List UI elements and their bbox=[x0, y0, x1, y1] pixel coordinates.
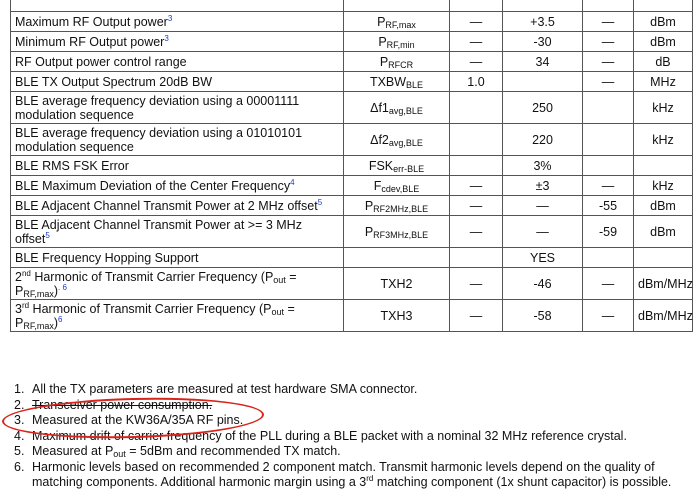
symbol-cell: $P_{RF,max}$ bbox=[344, 12, 450, 32]
symbol-cell: $F_{cdev,BLE}$ bbox=[344, 176, 450, 196]
footnote-6: 6. Harmonic levels based on recommended 2 component match. Transmit harmonic levels depend on the quality of matching components. Additional harmonic margin using a 3rd matching component (1x shunt capacitor) is possible. bbox=[14, 459, 672, 489]
max-cell: — bbox=[583, 12, 634, 32]
max-cell: — bbox=[583, 52, 634, 72]
parameter-cell: BLE Maximum Deviation of the Center Frequency$^4$ bbox=[11, 176, 344, 196]
min-cell: — bbox=[450, 196, 503, 216]
unit-cell: dBm/MHz bbox=[634, 300, 693, 332]
unit-cell: kHz bbox=[634, 176, 693, 196]
unit-cell: dBm bbox=[634, 216, 693, 248]
footnote-ref: 4 bbox=[290, 177, 295, 187]
min-cell bbox=[450, 92, 503, 124]
table-row bbox=[11, 196, 693, 216]
max-cell bbox=[583, 124, 634, 156]
min-cell bbox=[450, 248, 503, 268]
table-row bbox=[11, 52, 693, 72]
table-row bbox=[11, 268, 693, 300]
max-cell: — bbox=[583, 72, 634, 92]
footnote-ref: 3 bbox=[164, 33, 169, 43]
footnote-4: 4. Maximum drift of carrier frequency of the PLL during a BLE packet with a nominal 32 MHz reference crystal. bbox=[14, 428, 627, 443]
footnote-ref: 5 bbox=[45, 230, 50, 240]
footnote-3: 3. Measured at the KW36A/35A RF pins. bbox=[14, 413, 244, 427]
table-row bbox=[11, 32, 693, 52]
typ-cell: YES bbox=[503, 248, 583, 268]
typ-cell: -46 bbox=[503, 268, 583, 300]
typ-cell: -30 bbox=[503, 32, 583, 52]
parameter-cell: BLE RMS FSK Error bbox=[11, 156, 344, 176]
footnote-2: 2. Transceiver power consumption. bbox=[14, 397, 213, 412]
typ-cell: — bbox=[503, 196, 583, 216]
min-cell: — bbox=[450, 216, 503, 248]
typ-cell: -58 bbox=[503, 300, 583, 332]
footnote-ref: 6 bbox=[58, 314, 63, 324]
symbol-cell: $\Delta f2_{avg,BLE}$ bbox=[344, 124, 450, 156]
spec-table-body bbox=[11, 0, 693, 332]
min-cell: — bbox=[450, 12, 503, 32]
unit-cell: kHz bbox=[634, 92, 693, 124]
symbol-cell bbox=[344, 248, 450, 268]
unit-cell: dBm bbox=[634, 196, 693, 216]
max-cell bbox=[583, 92, 634, 124]
symbol-cell: $P_{RF,min}$ bbox=[344, 32, 450, 52]
table-row bbox=[11, 176, 693, 196]
cut-off-row bbox=[11, 0, 693, 12]
parameter-cell: BLE Adjacent Channel Transmit Power at >= 3 MHz offset$^5$ bbox=[11, 216, 344, 248]
typ-cell: — bbox=[503, 216, 583, 248]
footnote-ref: . 6 bbox=[58, 282, 67, 292]
typ-cell: +3.5 bbox=[503, 12, 583, 32]
min-cell bbox=[450, 156, 503, 176]
symbol-cell: $P_{RF2MHz,BLE}$ bbox=[344, 196, 450, 216]
unit-cell: dBm bbox=[634, 32, 693, 52]
min-cell: — bbox=[450, 52, 503, 72]
typ-cell bbox=[503, 72, 583, 92]
symbol-cell: $FSK_{err-BLE}$ bbox=[344, 156, 450, 176]
max-cell: — bbox=[583, 176, 634, 196]
max-cell: — bbox=[583, 268, 634, 300]
max-cell: — bbox=[583, 32, 634, 52]
symbol-cell: $P_{RF3MHz,BLE}$ bbox=[344, 216, 450, 248]
table-row bbox=[11, 72, 693, 92]
parameter-cell: Minimum RF Output power$^3$ bbox=[11, 32, 344, 52]
rf-tx-spec-table bbox=[10, 0, 693, 332]
min-cell: 1.0 bbox=[450, 72, 503, 92]
min-cell: — bbox=[450, 300, 503, 332]
unit-cell bbox=[634, 156, 693, 176]
min-cell: — bbox=[450, 176, 503, 196]
unit-cell: MHz bbox=[634, 72, 693, 92]
footnote-1: 1. All the TX parameters are measured at test hardware SMA connector. bbox=[14, 382, 418, 396]
parameter-cell: 2nd Harmonic of Transmit Carrier Frequency ($P_{out}$ = $P_{RF,max})^{. 6}$ bbox=[11, 268, 344, 300]
parameter-cell: BLE Adjacent Channel Transmit Power at 2 MHz offset$^5$ bbox=[11, 196, 344, 216]
parameter-cell: RF Output power control range bbox=[11, 52, 344, 72]
table-row bbox=[11, 216, 693, 248]
min-cell bbox=[450, 124, 503, 156]
symbol-cell: TXH2 bbox=[344, 268, 450, 300]
table-row bbox=[11, 92, 693, 124]
max-cell bbox=[583, 248, 634, 268]
unit-cell: dBm/MHz bbox=[634, 268, 693, 300]
parameter-cell: BLE average frequency deviation using a 01010101 modulation sequence bbox=[11, 124, 344, 156]
parameter-cell: Maximum RF Output power$^3$ bbox=[11, 12, 344, 32]
typ-cell: 34 bbox=[503, 52, 583, 72]
footnote-ref: 3 bbox=[167, 13, 173, 23]
unit-cell: kHz bbox=[634, 124, 693, 156]
footnotes bbox=[14, 382, 684, 491]
min-cell: — bbox=[450, 32, 503, 52]
typ-cell: 250 bbox=[503, 92, 583, 124]
max-cell: — bbox=[583, 300, 634, 332]
table-row bbox=[11, 300, 693, 332]
parameter-cell: 3rd Harmonic of Transmit Carrier Frequency ($P_{out}$ = $P_{RF,max})^6$ bbox=[11, 300, 344, 332]
parameter-cell: BLE TX Output Spectrum 20dB BW bbox=[11, 72, 344, 92]
symbol-cell: $\Delta f1_{avg,BLE}$ bbox=[344, 92, 450, 124]
table-row bbox=[11, 248, 693, 268]
min-cell: — bbox=[450, 268, 503, 300]
typ-cell: 220 bbox=[503, 124, 583, 156]
max-cell: -55 bbox=[583, 196, 634, 216]
typ-cell: 3% bbox=[503, 156, 583, 176]
footnote-5: 5. Measured at $P_{out} = 5dBm$ and recommended TX match. bbox=[14, 444, 341, 459]
unit-cell: dB bbox=[634, 52, 693, 72]
unit-cell: dBm bbox=[634, 12, 693, 32]
table-row bbox=[11, 124, 693, 156]
parameter-cell: BLE average frequency deviation using a 00001111 modulation sequence bbox=[11, 92, 344, 124]
symbol-cell: $TXBW_{BLE}$ bbox=[344, 72, 450, 92]
symbol-cell: TXH3 bbox=[344, 300, 450, 332]
symbol-cell: $P_{RFCR}$ bbox=[344, 52, 450, 72]
table-row bbox=[11, 156, 693, 176]
max-cell: -59 bbox=[583, 216, 634, 248]
parameter-cell: BLE Frequency Hopping Support bbox=[11, 248, 344, 268]
max-cell bbox=[583, 156, 634, 176]
footnote-ref: 5 bbox=[317, 197, 323, 207]
typ-cell: ±3 bbox=[503, 176, 583, 196]
unit-cell bbox=[634, 248, 693, 268]
table-row bbox=[11, 12, 693, 32]
